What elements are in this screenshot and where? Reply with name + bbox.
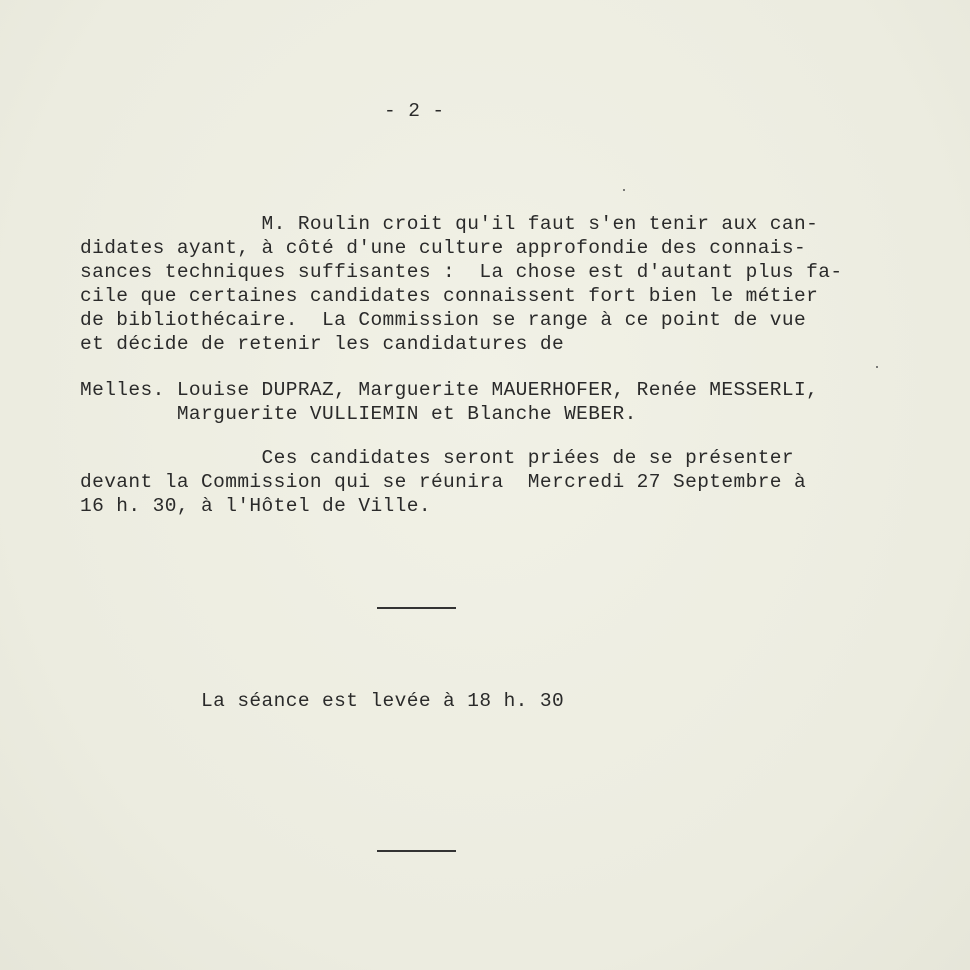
paragraph-line: de bibliothécaire. La Commission se range à ce point de vue: [80, 309, 807, 331]
paragraph-line: 16 h. 30, à l'Hôtel de Ville.: [80, 495, 431, 517]
closing-statement: La séance est levée à 18 h. 30: [80, 690, 565, 712]
end-divider: [377, 850, 456, 852]
page-number: - 2 -: [384, 100, 445, 122]
paragraph-line: Ces candidates seront priées de se présenter: [80, 447, 795, 469]
paragraph-line: sances techniques suffisantes : La chose est d'autant plus fa-: [80, 261, 843, 283]
paragraph-line: devant la Commission qui se réunira Mercredi 27 Septembre à: [80, 471, 807, 493]
section-divider: [377, 607, 456, 609]
paragraph-line: M. Roulin croit qu'il faut s'en tenir aux can-: [80, 213, 819, 235]
candidate-line: Melles. Louise DUPRAZ, Marguerite MAUERHOFER, Renée MESSERLI,: [80, 379, 819, 401]
paragraph-line: didates ayant, à côté d'une culture approfondie des connais-: [80, 237, 807, 259]
paragraph-line: cile que certaines candidates connaissent fort bien le métier: [80, 285, 819, 307]
paragraph-line: et décide de retenir les candidatures de: [80, 333, 565, 355]
paper-speck: [623, 189, 625, 191]
paper-speck: [876, 366, 878, 368]
candidate-line: Marguerite VULLIEMIN et Blanche WEBER.: [80, 403, 637, 425]
